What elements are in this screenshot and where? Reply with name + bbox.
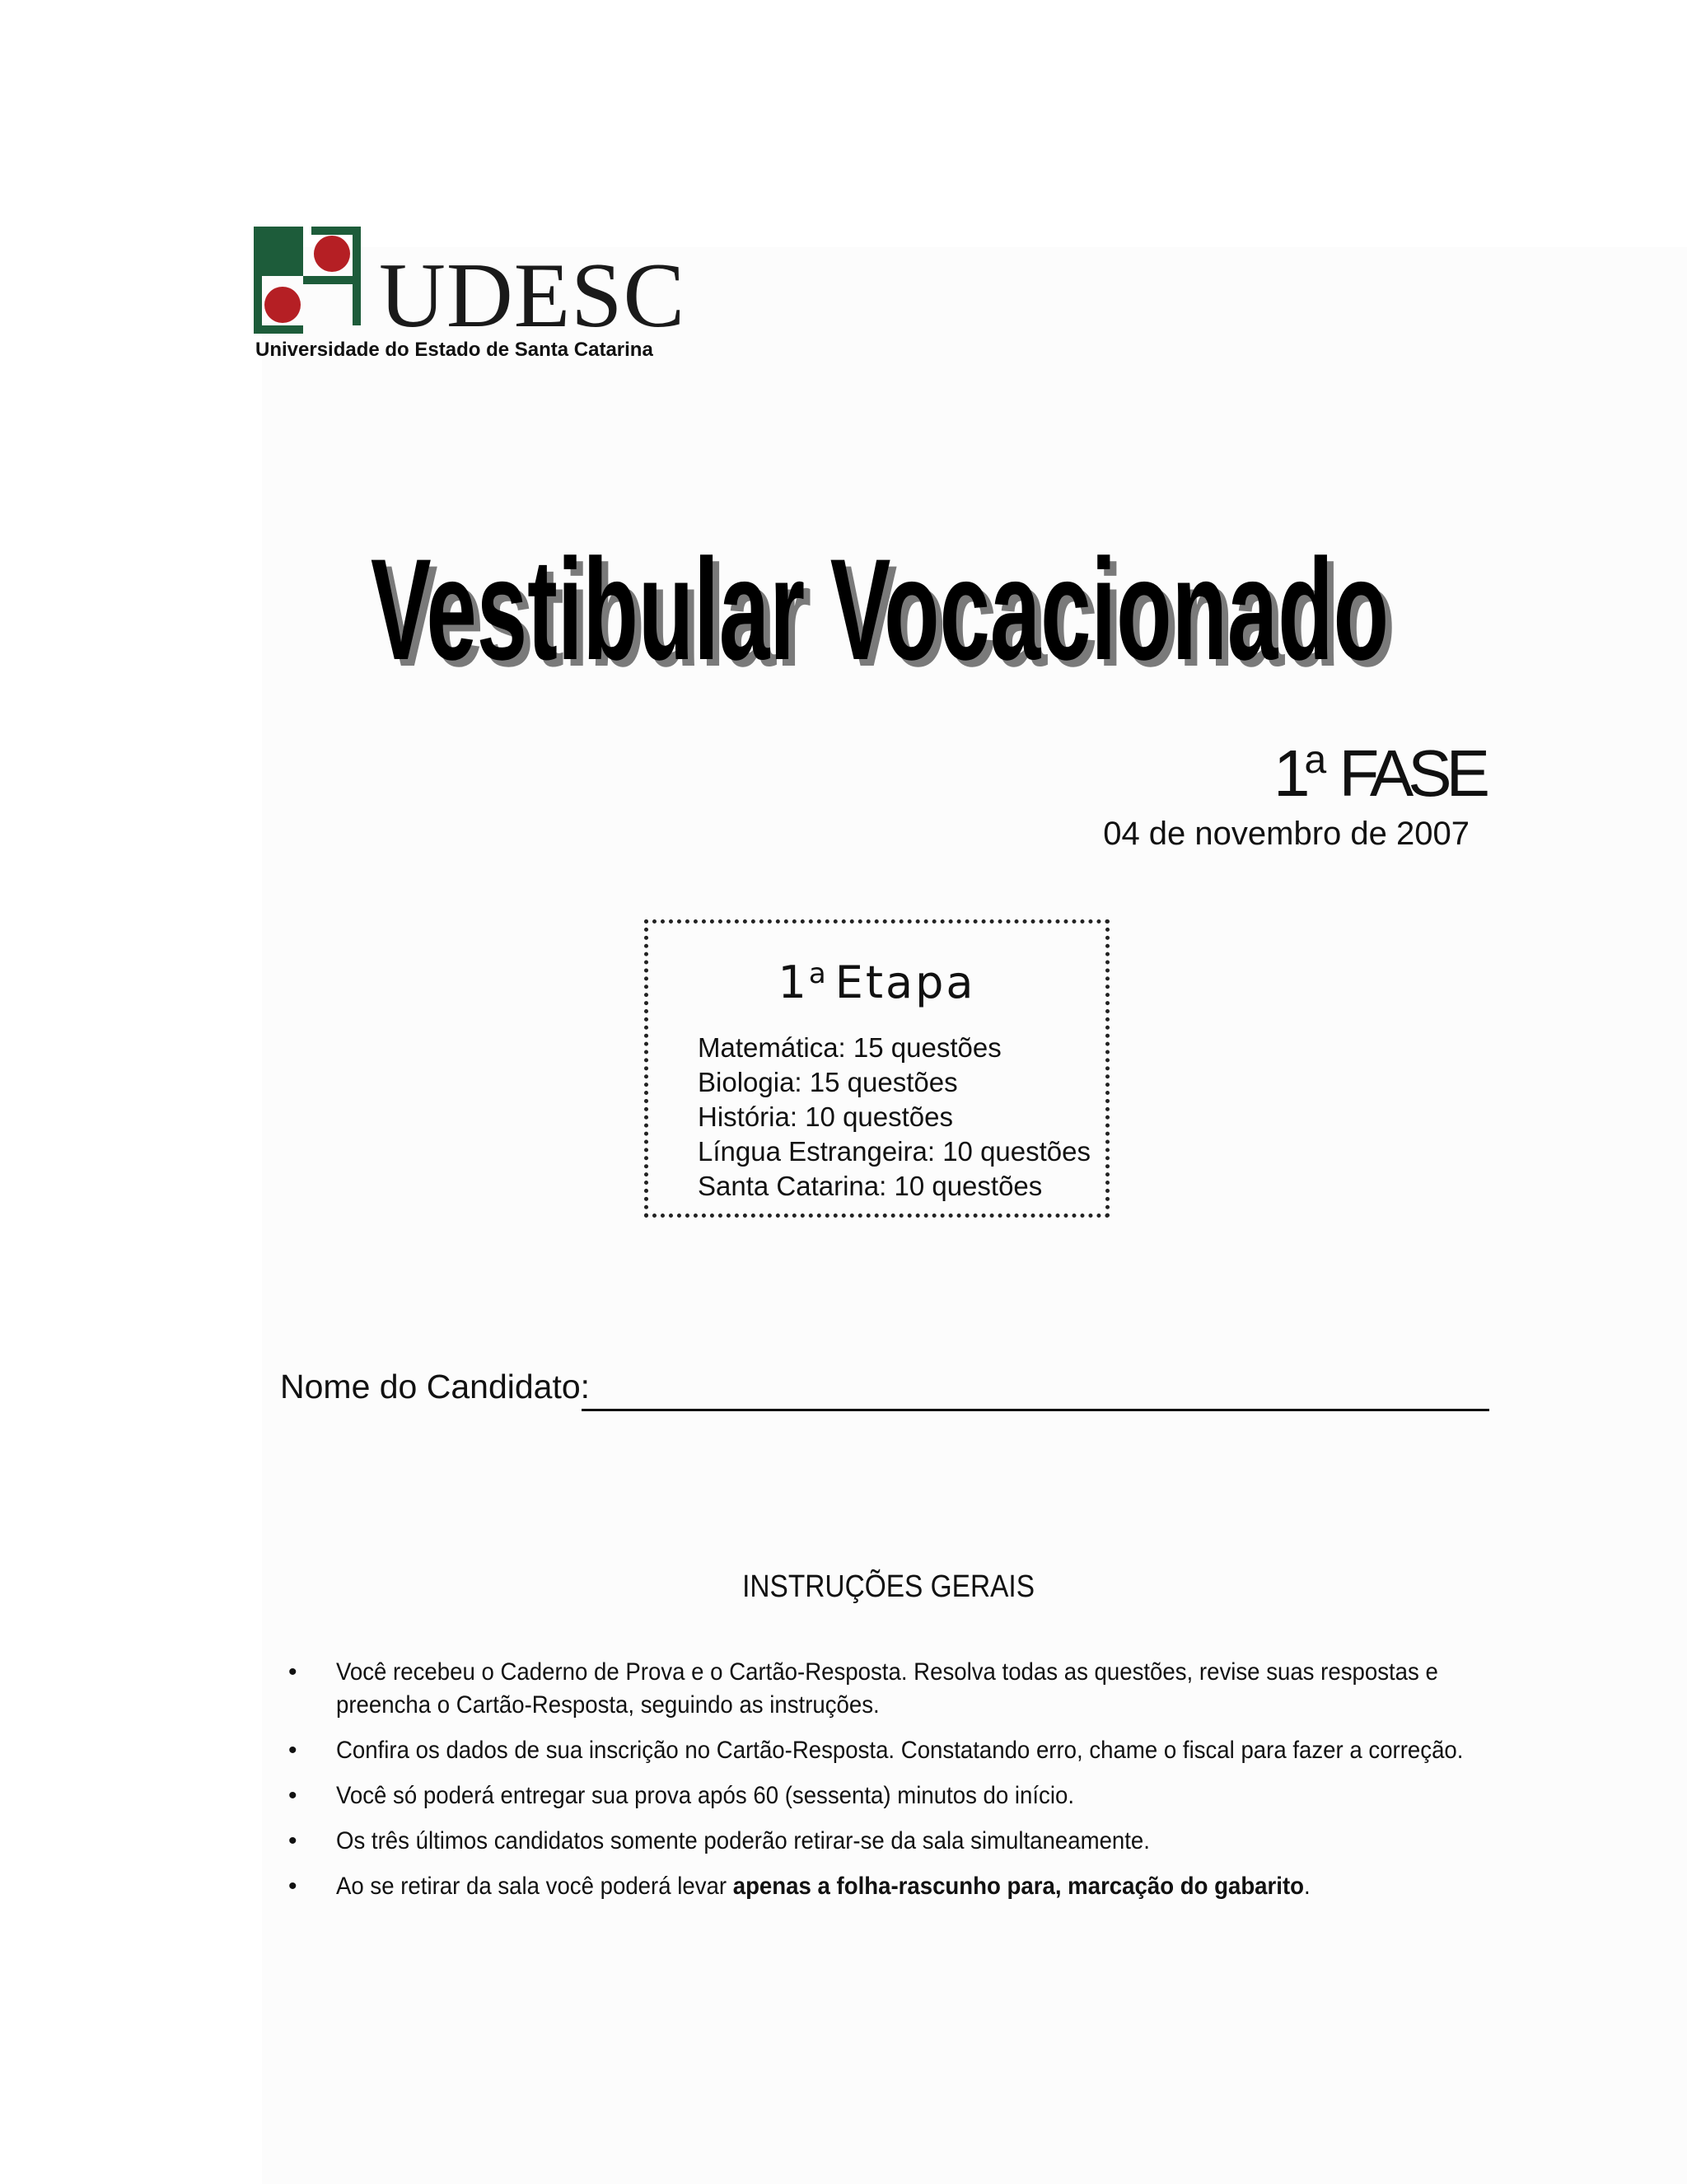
bullet-icon: • xyxy=(288,1827,297,1854)
phase-ordinal: 1 xyxy=(1273,737,1305,810)
instruction-item xyxy=(288,1779,1507,1812)
logo-subtitle: Universidade do Estado de Santa Catarina xyxy=(255,339,653,361)
instructions-title: INSTRUÇÕES GERAIS xyxy=(742,1569,1035,1604)
phase-label xyxy=(1273,736,1484,811)
logo-wordmark: UDESC xyxy=(379,245,686,347)
exam-date: 04 de novembro de 2007 xyxy=(1103,816,1470,852)
subject-item: História: 10 questões xyxy=(698,1101,954,1132)
candidate-name-label: Nome do Candidato: xyxy=(280,1368,591,1405)
instruction-item xyxy=(288,1870,1507,1903)
instruction-item xyxy=(288,1825,1507,1858)
subject-list xyxy=(698,1031,1091,1204)
bullet-icon: • xyxy=(288,1658,297,1686)
subject-item: Biologia: 15 questões xyxy=(698,1067,958,1097)
etapa-ordinal: 1 xyxy=(778,956,809,1008)
instruction-text: Você recebeu o Caderno de Prova e o Cartão-Resposta. Resolva todas as questões, revise suas respostas e preencha o Cartão-Resposta, seguindo as instruções. xyxy=(336,1658,1438,1719)
candidate-name-row xyxy=(280,1368,1489,1417)
instructions-list xyxy=(288,1656,1507,1915)
udesc-emblem-icon xyxy=(254,227,361,334)
instruction-item xyxy=(288,1656,1507,1722)
bullet-icon: • xyxy=(288,1873,297,1900)
phase-word: FASE xyxy=(1339,737,1484,810)
candidate-name-line[interactable] xyxy=(582,1409,1489,1411)
instruction-text: Confira os dados de sua inscrição no Cartão-Resposta. Constatando erro, chame o fiscal para fazer a correção. xyxy=(336,1737,1464,1764)
subject-item: Língua Estrangeira: 10 questões xyxy=(698,1136,1091,1167)
instruction-bold-text: apenas a folha-rascunho para, marcação do gabarito xyxy=(732,1873,1304,1900)
exam-title-text: Vestibular Vocacionado xyxy=(371,530,1389,690)
udesc-logo xyxy=(254,227,690,367)
instruction-item xyxy=(288,1734,1507,1767)
instruction-text: Os três últimos candidatos somente poderão retirar-se da sala simultaneamente. xyxy=(336,1827,1150,1854)
etapa-word: Etapa xyxy=(834,956,976,1008)
etapa-box xyxy=(644,919,1110,1218)
etapa-title xyxy=(648,956,1105,1008)
instruction-end-text: . xyxy=(1303,1873,1311,1900)
exam-title-shadow: Vestibular Vocacionado xyxy=(377,536,1395,692)
bullet-icon: • xyxy=(288,1782,297,1809)
instruction-text: Ao se retirar da sala você poderá levar xyxy=(336,1873,733,1900)
subject-item: Santa Catarina: 10 questões xyxy=(698,1171,1043,1201)
subject-item: Matemática: 15 questões xyxy=(698,1032,1002,1063)
etapa-ordinal-suffix: a xyxy=(808,957,829,990)
phase-ordinal-suffix: a xyxy=(1304,738,1327,782)
bullet-icon: • xyxy=(288,1737,297,1764)
instruction-text: Você só poderá entregar sua prova após 60 (sessenta) minutos do início. xyxy=(336,1782,1075,1809)
exam-title xyxy=(371,494,1400,692)
